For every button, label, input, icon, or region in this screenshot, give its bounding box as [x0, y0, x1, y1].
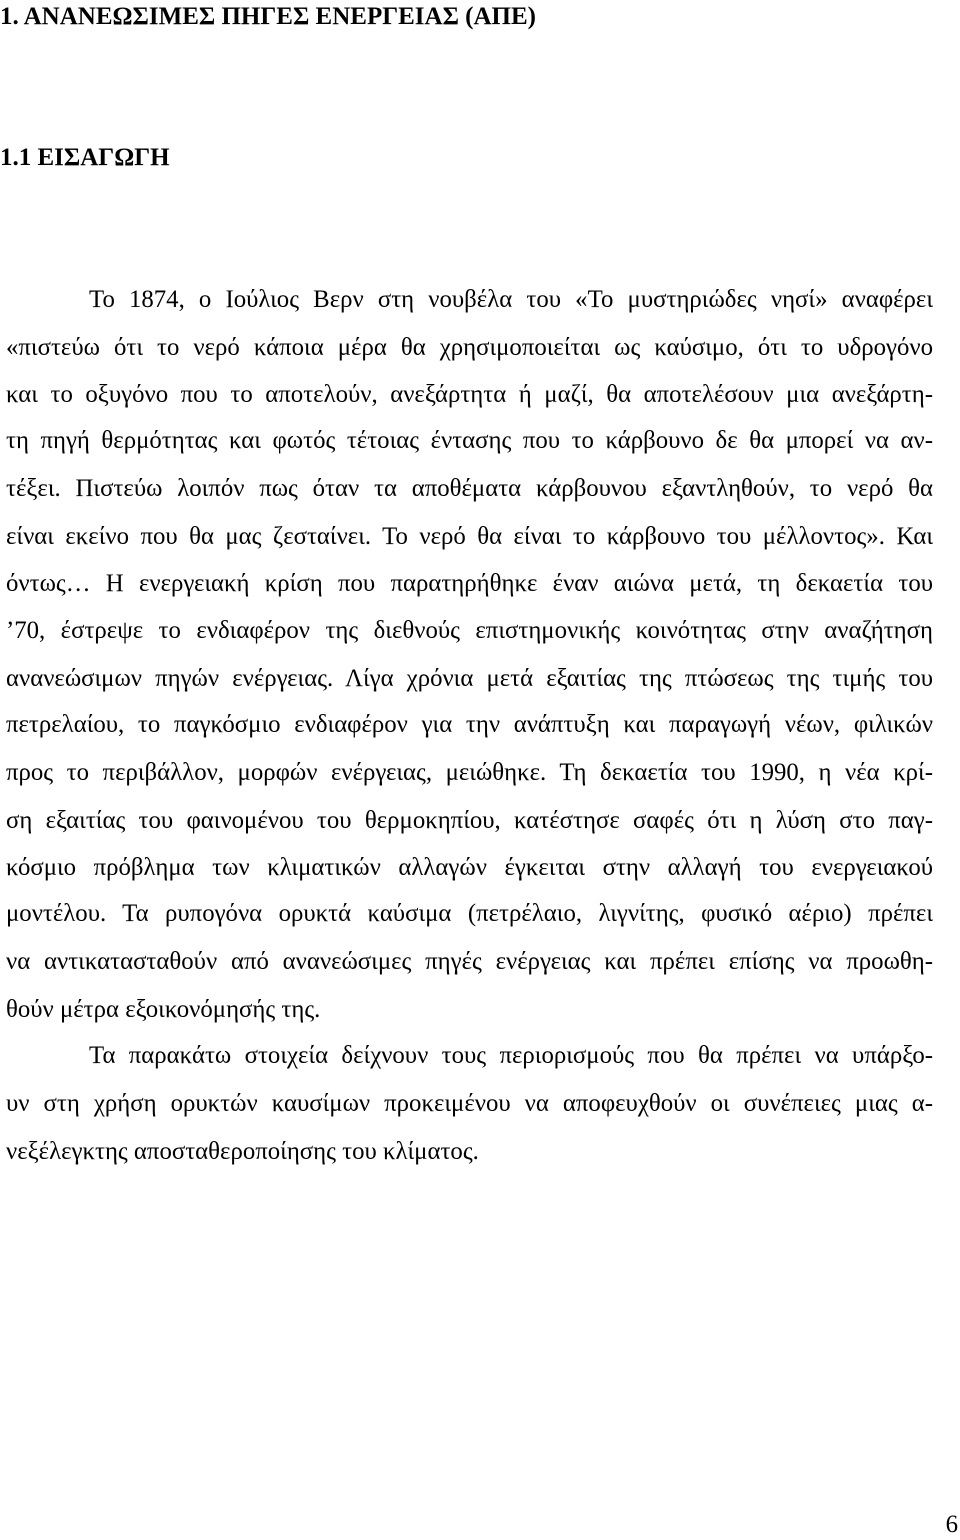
text-line: θούν μέτρα εξοικονόμησής της. — [6, 996, 321, 1023]
section-heading: 1.1 ΕΙΣΑΓΩΓΗ — [0, 144, 170, 171]
text-line: προς το περιβάλλον, μορφών ενέργειας, μειώθηκε. Τη δεκαετία του 1990, η νέα κρί- — [6, 759, 933, 786]
text-line: τη πηγή θερμότητας και φωτός τέτοιας έντασης που το κάρβουνο δε θα μπορεί να αν- — [6, 427, 933, 454]
text-line: είναι εκείνο που θα μας ζεσταίνει. Το νερό θα είναι το κάρβουνο του μέλλοντος». Και — [6, 523, 933, 550]
text-line: νεξέλεγκτης αποσταθεροποίησης του κλίματος. — [6, 1138, 479, 1165]
text-line: να αντικατασταθούν από ανανεώσιμες πηγές ενέργειας και πρέπει επίσης να προωθη- — [6, 948, 933, 975]
text-line: και το οξυγόνο που το αποτελούν, ανεξάρτητα ή μαζί, θα αποτελέσουν μια ανεξάρτη- — [6, 381, 933, 408]
text-line: «πιστεύω ότι το νερό κάποια μέρα θα χρησιμοποιείται ως καύσιμο, ότι το υδρογόνο — [6, 334, 933, 361]
text-line: ’70, έστρεψε το ενδιαφέρον της διεθνούς επιστημονικής κοινότητας στην αναζήτηση — [6, 617, 933, 644]
page-number: 6 — [945, 1511, 958, 1538]
text-line: όντως… Η ενεργειακή κρίση που παρατηρήθηκε έναν αιώνα μετά, τη δεκαετία του — [6, 570, 933, 597]
text-line: μοντέλου. Τα ρυπογόνα ορυκτά καύσιμα (πετρέλαιο, λιγνίτης, φυσικό αέριο) πρέπει — [6, 900, 933, 927]
text-line: Τα παρακάτω στοιχεία δείχνουν τους περιορισμούς που θα πρέπει να υπάρξο- — [89, 1042, 933, 1069]
text-line: ανανεώσιμων πηγών ενέργειας. Λίγα χρόνια μετά εξαιτίας της πτώσεως της τιμής του — [6, 665, 933, 692]
text-line: υν στη χρήση ορυκτών καυσίμων προκειμένου να αποφευχθούν οι συνέπειες μιας α- — [6, 1090, 933, 1117]
text-line: Το 1874, ο Ιούλιος Βερν στη νουβέλα του «Το μυστηριώδες νησί» αναφέρει — [89, 286, 933, 313]
chapter-heading: 1. ΑΝΑΝΕΩΣΙΜΕΣ ΠΗΓΕΣ ΕΝΕΡΓΕΙΑΣ (ΑΠΕ) — [0, 3, 536, 30]
text-line: ση εξαιτίας του φαινομένου του θερμοκηπίου, κατέστησε σαφές ότι η λύση στο παγ- — [6, 807, 933, 834]
text-line: πετρελαίου, το παγκόσμιο ενδιαφέρον για την ανάπτυξη και παραγωγή νέων, φιλικών — [6, 711, 933, 738]
text-line: κόσμιο πρόβλημα των κλιματικών αλλαγών έγκειται στην αλλαγή του ενεργειακού — [6, 854, 933, 881]
text-line: τέξει. Πιστεύω λοιπόν πως όταν τα αποθέματα κάρβουνου εξαντληθούν, το νερό θα — [6, 475, 933, 502]
